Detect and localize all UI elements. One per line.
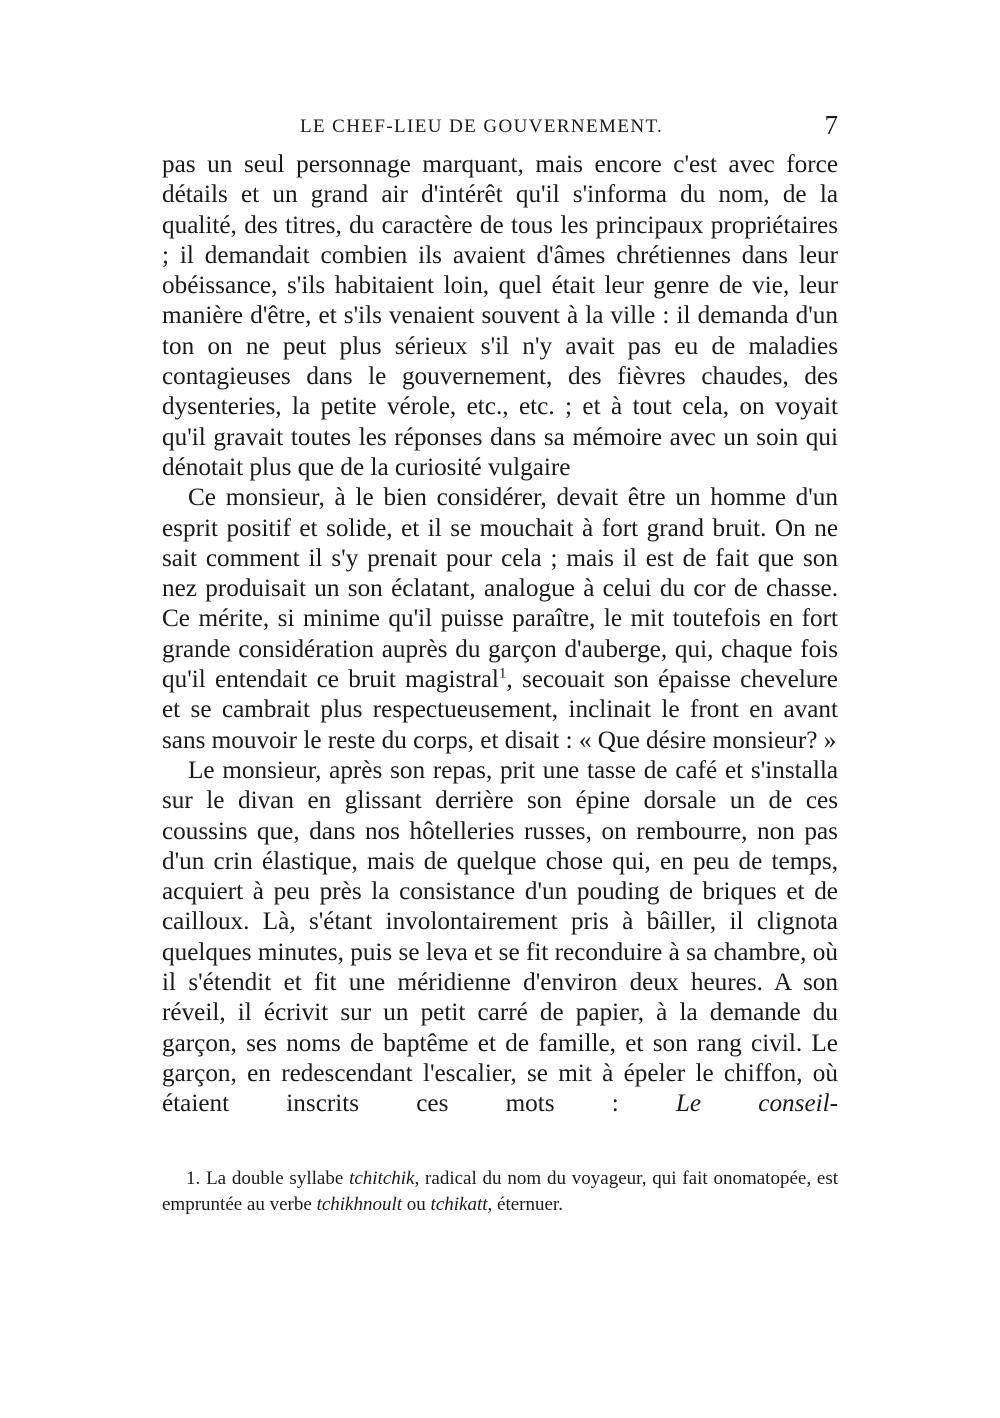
footnote-word-1: tchitchik xyxy=(349,1167,415,1189)
footnote-text-3: ou xyxy=(406,1193,426,1215)
paragraph-2-part-a: Ce monsieur, à le bien considérer, devait être un homme d'un esprit positif et solide, et il se mouchait à fort grand bruit. On ne sait comment il s'y prenait pour cela ; mais il est de fait que son nez produisait un son éclatant, analogue à celui du cor de chasse. Ce mérite, si minime qu'il puisse paraître, le mit toutefois en fort grande considération auprès du garçon d'auberge, qui, chaque fois qu'il entendait ce bruit magistral xyxy=(162,484,838,694)
paragraph-2 xyxy=(162,483,838,756)
paragraph-2-part-b: , secouait son épaisse chevelure et se cambrait plus respectueusement, inclinait le front en avant sans mouvoir le reste du corps, et disait : « Que désire monsieur? » xyxy=(162,666,838,754)
page-number: 7 xyxy=(824,110,838,140)
paragraph-3-italic: Le conseil- xyxy=(675,1090,839,1118)
footnote-text-2: , radical du nom du voyageur, qui fait onomatopée, est empruntée au verbe xyxy=(162,1167,838,1215)
paragraph-3-text: Le monsieur, après son repas, prit une tasse de café et s'installa sur le divan en glissant derrière son épine dorsale un de ces coussins que, dans nos hôtelleries russes, on rembourre, non pas d'un crin élastique, mais de quelque chose qui, en peu de temps, acquiert à peu près la consistance d'un pouding de briques et de cailloux. Là, s'étant involontairement pris à bâiller, il clignota quelques minutes, puis se leva et se fit reconduire à sa chambre, où il s'étendit et fit une méridienne d'environ deux heures. A son réveil, il écrivit sur un petit carré de papier, à la demande du garçon, ses noms de baptême et de famille, et son rang civil. Le garçon, en redescendant l'escalier, se mit à épeler le chiffon, où étaient inscrits ces mots : xyxy=(162,756,838,1118)
paragraph-3 xyxy=(162,756,838,1120)
footnote-reference: 1 xyxy=(498,665,507,682)
footnote xyxy=(162,1166,838,1218)
book-page xyxy=(162,110,838,1218)
page-header xyxy=(162,110,838,150)
footnote-word-3: tchikatt xyxy=(430,1193,488,1215)
footnote-text-4: , éternuer. xyxy=(487,1193,563,1215)
running-title: LE CHEF-LIEU DE GOUVERNEMENT. xyxy=(300,116,664,137)
paragraph-1: pas un seul personnage marquant, mais encore c'est avec force détails et un grand air d'intérêt qu'il s'informa du nom, de la qualité, des titres, du caractère de tous les principaux propriétaires ; il demandait combien ils avaient d'âmes chrétiennes dans leur obéissance, s'ils habitaient loin, quel était leur genre de vie, leur manière d'être, et s'ils venaient souvent à la ville : il demanda d'un ton on ne peut plus sérieux s'il n'y avait pas eu de maladies contagieuses dans le gouvernement, des fièvres chaudes, des dysenteries, la petite vérole, etc., etc. ; et à tout cela, on voyait qu'il gravait toutes les réponses dans sa mémoire avec un soin qui dénotait plus que de la curiosité vulgaire xyxy=(162,151,838,481)
footnote-text-1: La double syllabe xyxy=(206,1167,344,1189)
footnote-number: 1. xyxy=(186,1167,201,1189)
footnote-word-2: tchikhnoult xyxy=(316,1193,403,1215)
body-text xyxy=(162,150,838,1120)
